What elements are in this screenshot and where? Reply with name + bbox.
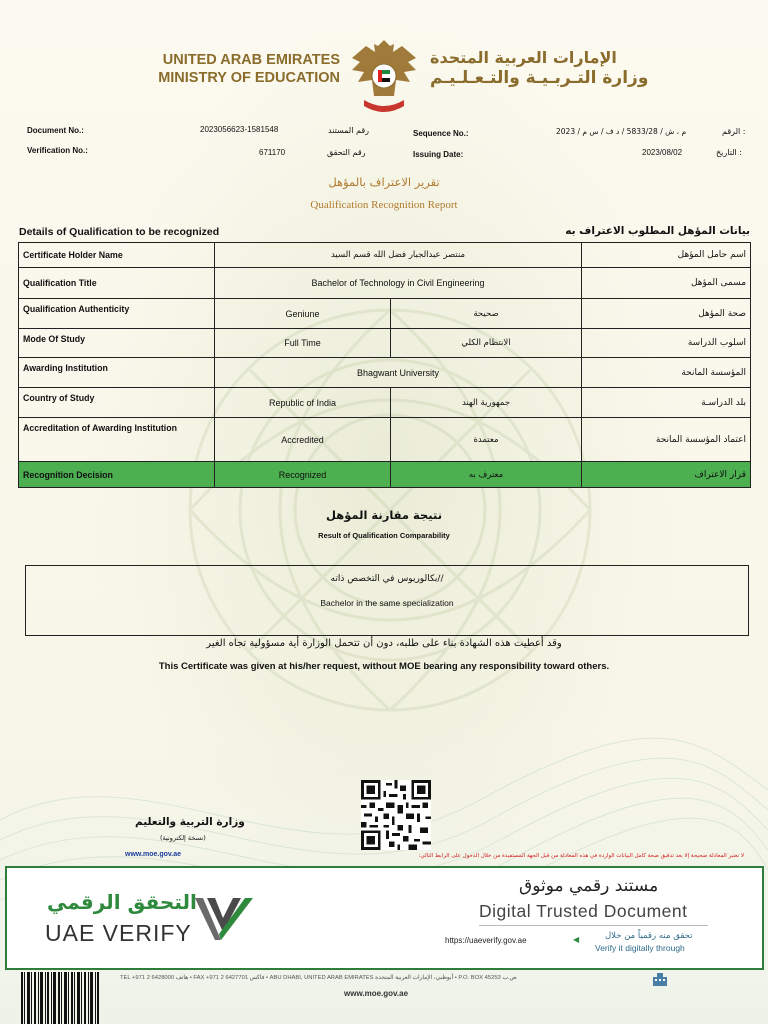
result-box (25, 565, 749, 636)
row-label-en: Mode Of Study (19, 329, 215, 358)
verify-digitally-en: Verify it digitally through (595, 943, 685, 953)
digital-trusted-document-ar: مستند رقمي موثوق (519, 876, 659, 896)
qualification-title-value: Bachelor of Technology in Civil Engineering (215, 268, 582, 299)
arrow-left-icon: ◀ (573, 935, 580, 944)
table-row (19, 358, 751, 388)
verification-no-value: 671170 (259, 148, 286, 157)
row-label-ar: بلد الدراسـة (582, 388, 751, 418)
footer-website-link[interactable]: www.moe.gov.ae (344, 989, 409, 998)
mode-value-ar: الانتظام الكلي (391, 329, 582, 358)
uae-verify-url-link[interactable]: https://uaeverify.gov.ae (445, 936, 527, 945)
digital-trusted-document-en: Digital Trusted Document (479, 901, 688, 921)
verification-warning-note: لا تعتبر المعادلة صحيحة إلا بعد تدقيق صحة كامل البيانات الواردة في هذه المعادلة من قبل الجهة المستفيدة من خلال الدخول على الرابط التالي: (418, 853, 744, 859)
authenticity-value-ar: صحيحة (391, 299, 582, 329)
document-no-value: 2023056623-1581548 (200, 125, 279, 134)
authenticity-value-en: Geniune (215, 299, 391, 329)
sequence-no-value: م ، ش / 5833/28 / د ف / س م / 2023 (556, 127, 687, 136)
org-name-ar-line1: الإمارات العربية المتحدة (430, 48, 617, 67)
footer-contact-line: TEL +971 2 6428000 هاتف • FAX +971 2 6427701 فاكس • ABU DHABI, UNITED ARAB EMIRATES أبوظبي، الإمارات العربية المتحدة • P.O. BOX 45253 ص.ب (120, 975, 517, 981)
table-row (19, 418, 751, 462)
decision-value-ar: معترف به (391, 462, 582, 488)
row-label-ar: اسلوب الدراسة (582, 329, 751, 358)
row-label-en: Accreditation of Awarding Institution (19, 418, 215, 462)
result-text-en: Bachelor in the same specialization (320, 598, 454, 608)
table-row (19, 268, 751, 299)
section-heading-en: Details of Qualification to be recognized (19, 226, 220, 238)
holder-name-value: منتصر عبدالجبار فضل الله قسم السيد (215, 243, 582, 268)
row-label-ar: اعتماد المؤسسة المانحة (582, 418, 751, 462)
result-text-ar: بكالوريوس في التخصص ذاته// (330, 574, 444, 584)
disclaimer-en: This Certificate was given at his/her request, without MOE bearing any responsibility toward others. (158, 661, 610, 672)
accreditation-value-ar: معتمدة (391, 418, 582, 462)
result-title-ar: نتيجة مقارنة المؤهل (325, 508, 443, 522)
row-label-en: Recognition Decision (19, 462, 215, 488)
uae-verify-box (5, 866, 764, 970)
uae-emblem-icon (350, 36, 418, 116)
row-label-en: Qualification Authenticity (19, 299, 215, 329)
row-label-en: Qualification Title (19, 268, 215, 299)
issuing-date-value: 2023/08/02 (642, 148, 683, 157)
row-label-ar: المؤسسة المانحة (582, 358, 751, 388)
table-row (19, 299, 751, 329)
verify-digitally-ar: تحقق منه رقمياً من خلال (605, 931, 693, 941)
table-row (19, 243, 751, 268)
section-heading-ar: بيانات المؤهل المطلوب الاعتراف به (565, 225, 750, 237)
uae-verify-logo-icon (193, 894, 255, 944)
divider (479, 925, 708, 926)
verification-no-label-ar: رقم التحقق (327, 148, 366, 157)
org-name-en-line1: UNITED ARAB EMIRATES (162, 52, 340, 68)
signature-ministry-ar: وزارة التربية والتعليم (135, 816, 245, 828)
report-title-en: Qualification Recognition Report (310, 199, 458, 211)
uae-verify-title-ar: التحقق الرقمي (47, 890, 197, 914)
document-no-label-ar: رقم المستند (328, 126, 370, 135)
row-label-ar: صحة المؤهل (582, 299, 751, 329)
moe-website-link[interactable]: www.moe.gov.ae (125, 851, 182, 858)
disclaimer-ar: وقد أعطيت هذه الشهادة بناء على طلبه، دون أن تتحمل الوزارة أية مسؤولية تجاه الغير (206, 638, 562, 649)
sequence-no-label-ar: الرقم : (722, 127, 746, 136)
row-label-ar: قرار الاعتراف (582, 462, 751, 488)
verification-no-label: Verification No.: (27, 146, 88, 155)
row-label-ar: اسم حامل المؤهل (582, 243, 751, 268)
issuing-date-label: Issuing Date: (413, 150, 464, 159)
table-row (19, 329, 751, 358)
row-label-en: Country of Study (19, 388, 215, 418)
report-title-ar: تقرير الاعتراف بالمؤهل (328, 175, 440, 189)
institution-value: Bhagwant University (215, 358, 582, 388)
table-row (19, 388, 751, 418)
issuing-date-label-ar: التاريخ : (716, 148, 743, 157)
signature-subtitle-ar: (نسخة إلكترونية) (160, 834, 206, 842)
org-name-en-line2: MINISTRY OF EDUCATION (158, 70, 340, 86)
sequence-no-label: Sequence No.: (413, 129, 469, 138)
country-value-en: Republic of India (215, 388, 391, 418)
qualification-table (18, 242, 751, 488)
accreditation-value-en: Accredited (215, 418, 391, 462)
result-title-en: Result of Qualification Comparability (318, 531, 450, 540)
decision-value-en: Recognized (215, 462, 391, 488)
building-icon (652, 973, 668, 986)
qr-code-icon (361, 780, 431, 850)
mode-value-en: Full Time (215, 329, 391, 358)
org-name-ar-line2: وزارة التـربـيـة والتـعـلـيـم (430, 68, 649, 88)
document-no-label: Document No.: (27, 126, 84, 135)
country-value-ar: جمهورية الهند (391, 388, 582, 418)
uae-verify-title-en: UAE VERIFY (45, 920, 192, 946)
row-label-en: Certificate Holder Name (19, 243, 215, 268)
recognition-decision-row (19, 462, 751, 488)
barcode-icon (21, 972, 99, 1024)
row-label-en: Awarding Institution (19, 358, 215, 388)
row-label-ar: مسمى المؤهل (582, 268, 751, 299)
